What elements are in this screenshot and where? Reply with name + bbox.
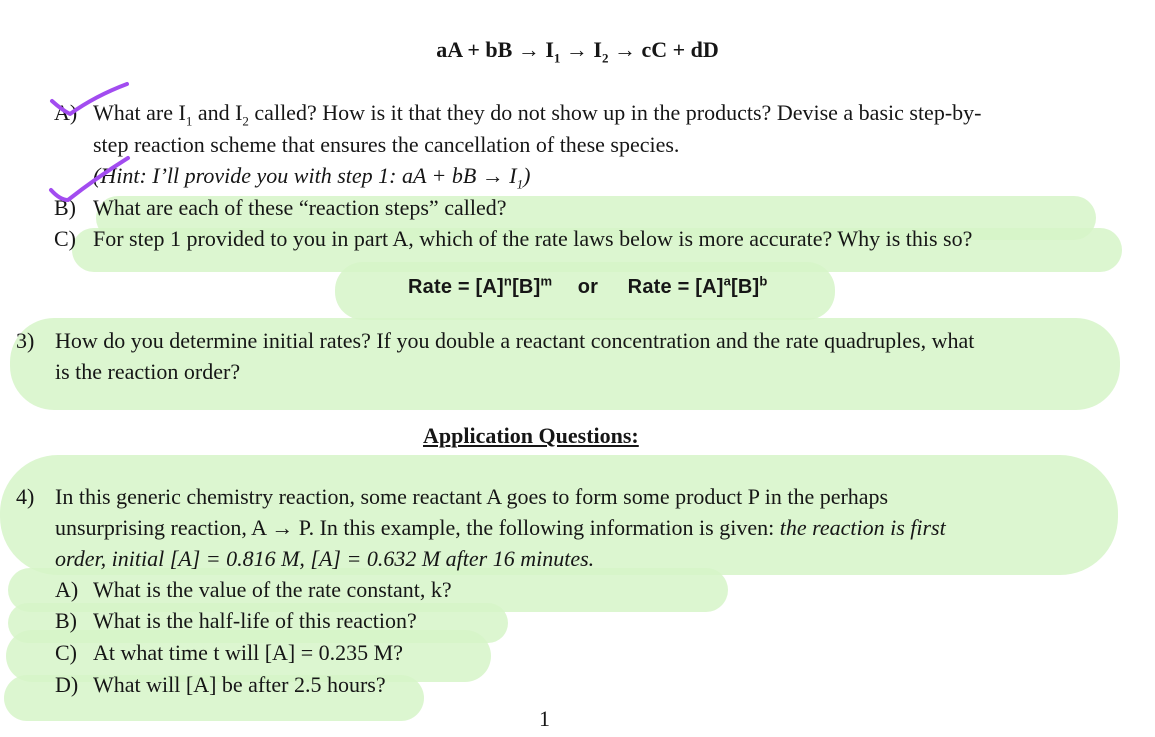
question-4-line1: In this generic chemistry reaction, some reactant A goes to form some product P in the perhaps (55, 484, 889, 509)
rate-law-connector: or (577, 276, 599, 298)
question-2a-label: A) (54, 100, 78, 125)
question-4c-text: At what time t will [A] = 0.235 M? (93, 640, 403, 665)
question-4-line3: order, initial [A] = 0.816 M, [A] = 0.632 M after 16 minutes. (55, 546, 595, 571)
question-4a-text: What is the value of the rate constant, k? (93, 577, 452, 602)
question-2c-text: For step 1 provided to you in part A, which of the rate laws below is more accurate? Why is this so? (93, 226, 973, 251)
question-2b-text: What are each of these “reaction steps” called? (93, 195, 507, 220)
question-4c-label: C) (55, 640, 77, 665)
question-4-line2: unsurprising reaction, A → P. In this example, the following information is given: the reaction is first (55, 515, 946, 540)
question-2a-hint: (Hint: I’ll provide you with step 1: aA + bB → $I_1$) (93, 163, 531, 192)
question-4d-label: D) (55, 672, 79, 697)
question-2c-label: C) (54, 226, 76, 251)
question-4a-label: A) (55, 577, 79, 602)
question-4-number: 4) (16, 484, 35, 509)
question-3-line1: How do you determine initial rates? If you double a reactant concentration and the rate quadruples, what (55, 328, 975, 353)
rate-law-1: Rate = $[A]^n[B]^m$ (408, 273, 553, 298)
question-4b-label: B) (55, 608, 77, 633)
question-4b-text: What is the half-life of this reaction? (93, 608, 417, 633)
question-2b-label: B) (54, 195, 76, 220)
question-3-number: 3) (16, 328, 35, 353)
section-heading: Application Questions: (423, 423, 639, 448)
reaction-scheme: aA + bB → $I_1 \to I_2$ → cC + dD (436, 37, 719, 66)
question-2a-line1: What are $I_1$ and $I_2$ called? How is it that they do not show up in the products? Devise a basic step-by- (93, 100, 982, 129)
rate-laws (408, 273, 768, 301)
rate-law-2: Rate = $[A]^a[B]^b$ (627, 273, 768, 298)
question-3-line2: is the reaction order? (55, 359, 241, 384)
question-2a-line2: step reaction scheme that ensures the cancellation of these species. (93, 132, 680, 157)
page-number: 1 (539, 706, 550, 731)
question-4d-text: What will [A] be after 2.5 hours? (93, 672, 386, 697)
